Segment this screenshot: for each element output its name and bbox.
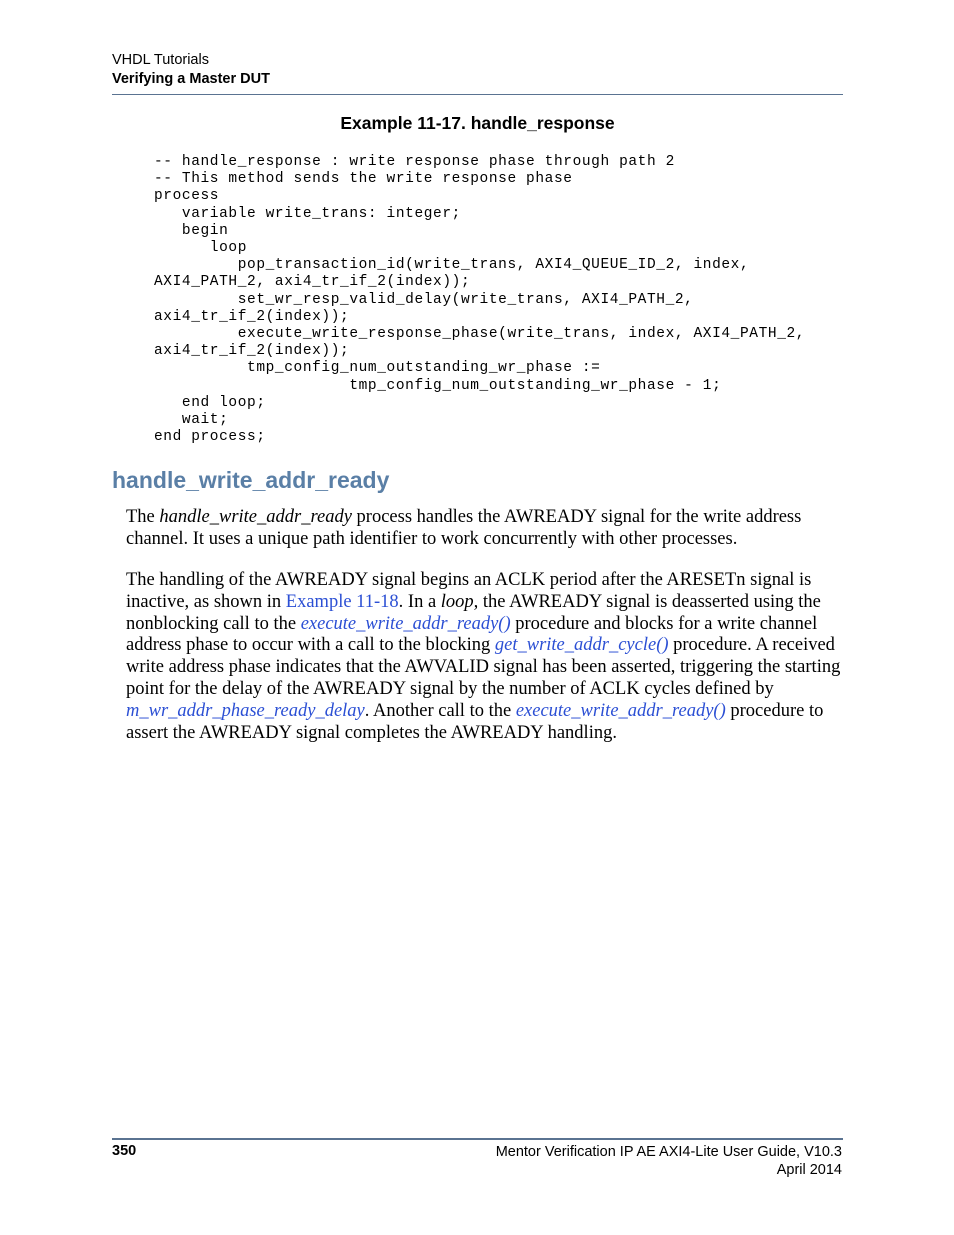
example-title: Example 11-17. handle_response xyxy=(340,113,615,133)
footer-divider xyxy=(112,1138,843,1140)
text-run: . Another call to the xyxy=(364,700,516,721)
text-run: The handling of the AWREADY signal begins an ACLK period after the ARESETn signal is inactive, as shown in xyxy=(126,570,812,612)
text-run: . In a xyxy=(398,591,441,612)
loop-term: loop, xyxy=(440,591,479,612)
link-example-11-18[interactable]: Example 11-18 xyxy=(285,591,399,612)
section-heading: handle_write_addr_ready xyxy=(112,467,390,493)
text-run: The xyxy=(126,507,160,527)
header-divider xyxy=(112,94,843,95)
text-run: procedure. A received write address phase indicates that the AWVALID signal has been asserted, triggering the starting point for the delay of the AWREADY signal by the number of ACLK cycles defined by xyxy=(126,635,841,699)
page-number: 350 xyxy=(112,1143,137,1159)
link-execute-write-addr-ready[interactable]: execute_write_addr_ready() xyxy=(300,613,511,634)
header-chapter: VHDL Tutorials xyxy=(112,52,209,68)
footer-info xyxy=(496,1143,842,1179)
text-run: procedure and blocks for a write channel address phase to occur with a call to the blocking xyxy=(126,613,818,656)
link-m-wr-addr-phase-ready-delay[interactable]: m_wr_addr_phase_ready_delay xyxy=(126,700,365,721)
text-run: procedure to assert the AWREADY signal completes the AWREADY handling. xyxy=(126,700,824,743)
paragraph-intro xyxy=(126,507,842,551)
text-run: process handles the AWREADY signal for the write address channel. It uses a unique path identifier to work concurrently with other processes. xyxy=(126,507,802,549)
footer-date: April 2014 xyxy=(776,1162,842,1178)
link-get-write-addr-cycle[interactable]: get_write_addr_cycle() xyxy=(494,635,669,656)
running-header xyxy=(112,51,843,89)
header-section: Verifying a Master DUT xyxy=(112,71,270,87)
process-name: handle_write_addr_ready xyxy=(159,507,352,527)
code-listing: -- handle_response : write response phase through path 2 -- This method sends the write response phase process variable write_trans: integer; begin loop pop_transaction_id(write_trans, AXI4_QUEUE_ID_2, index, AXI4_PATH_2, axi4_tr_if_2(index)); set_wr_resp_valid_delay(write_trans, AXI4_PATH_2, axi4_tr_if_2(index)); execute_write_response_phase(write_trans, index, AXI4_PATH_2, axi4_tr_if_2(index)); tmp_config_num_outstanding_wr_phase := tmp_config_num_outstanding_wr_phase - 1; end loop; wait; end process; xyxy=(154,154,806,446)
text-run: the AWREADY signal is deasserted using the nonblocking call to the xyxy=(126,591,821,634)
footer-doc-title: Mentor Verification IP AE AXI4-Lite User Guide, V10.3 xyxy=(495,1144,842,1160)
link-execute-write-addr-ready-2[interactable]: execute_write_addr_ready() xyxy=(515,700,726,721)
paragraph-details xyxy=(126,570,842,744)
